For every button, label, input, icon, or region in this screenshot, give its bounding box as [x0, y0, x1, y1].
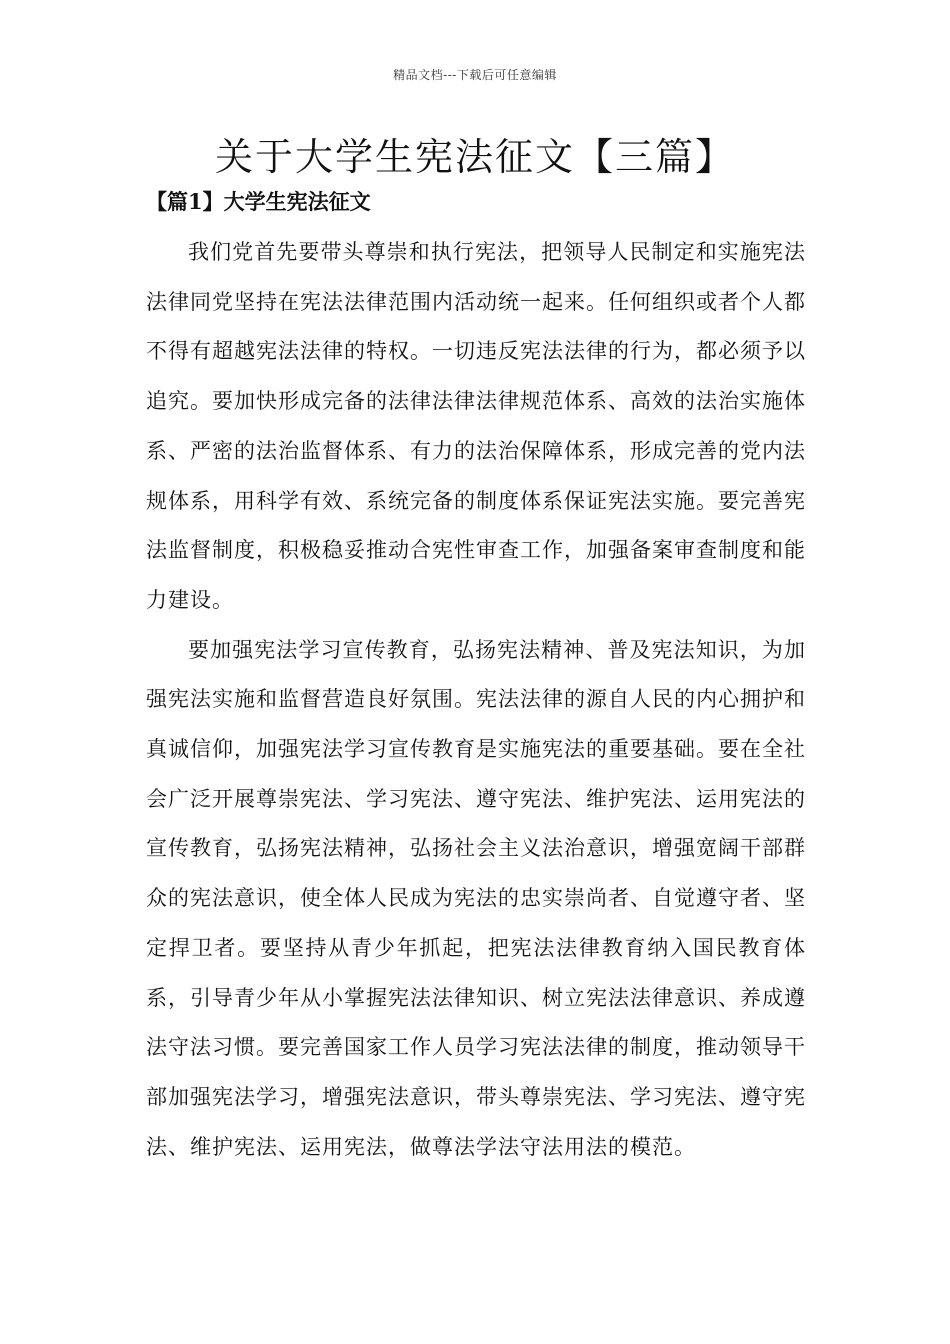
paragraph-2: 要加强宪法学习宣传教育，弘扬宪法精神、普及宪法知识，为加强宪法实施和监督营造良好氛围。宪法法律的源自人民的内心拥护和真诚信仰，加强宪法学习宣传教育是实施宪法的重要基础。要在全社会广泛开展尊崇宪法、学习宪法、遵守宪法、维护宪法、运用宪法的宣传教育，弘扬宪法精神，弘扬社会主义法治意识，增强宽阔干部群众的宪法意识，使全体人民成为宪法的忠实崇尚者、自觉遵守者、坚定捍卫者。要坚持从青少年抓起，把宪法法律教育纳入国民教育体系，引导青少年从小掌握宪法法律知识、树立宪法法律意识、养成遵法守法习惯。要完善国家工作人员学习宪法法律的制度，推动领导干部加强宪法学习，增强宪法意识，带头尊崇宪法、学习宪法、遵守宪法、维护宪法、运用宪法，做尊法学法守法用法的模范。	[146, 637, 806, 1159]
paragraph-1: 我们党首先要带头尊崇和执行宪法，把领导人民制定和实施宪法法律同党坚持在宪法法律范围内活动统一起来。任何组织或者个人都不得有超越宪法法律的特权。一切违反宪法法律的行为，都必须予以追究。要加快形成完备的法律法律法律规范体系、高效的法治实施体系、严密的法治监督体系、有力的法治保障体系，形成完善的党内法规体系，用科学有效、系统完备的制度体系保证宪法实施。要完善宪法监督制度，积极稳妥推动合宪性审查工作，加强备案审查制度和能力建设。	[146, 240, 806, 612]
document-title: 关于大学生宪法征文【三篇】	[214, 135, 735, 179]
document-body	[146, 228, 806, 1172]
header-note: 精品文档---下载后可任意编辑	[393, 68, 557, 82]
section-heading: 【篇1】大学生宪法征文	[146, 189, 371, 214]
